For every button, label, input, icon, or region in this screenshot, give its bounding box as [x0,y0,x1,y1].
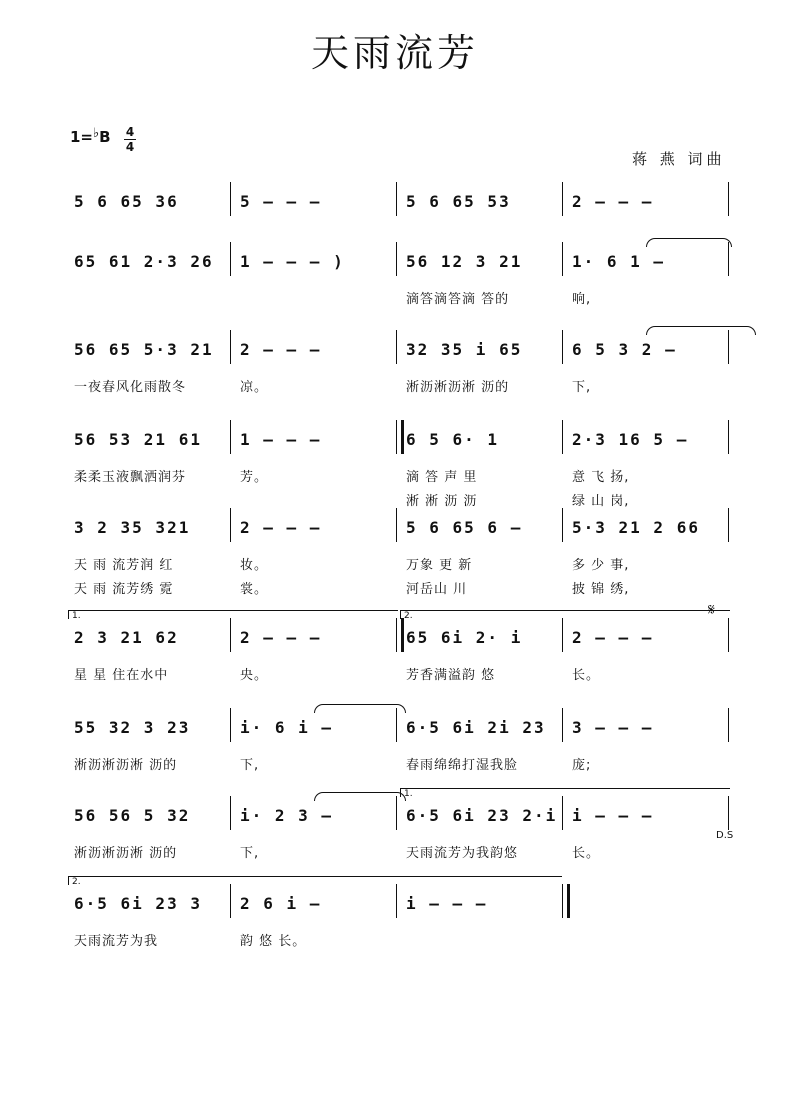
lyric-text: 淅沥淅沥淅 沥的 [74,758,178,773]
song-title: 天雨流芳 [310,31,479,75]
measure: 2 – – – [240,518,322,537]
measure: 56 12 3 21 [406,252,523,271]
measure: 6 5 3 2 – [572,340,677,359]
barline [562,508,563,542]
lyric-text: 长。 [572,846,601,861]
barline [562,708,563,742]
barline [562,330,563,364]
barline [562,884,570,918]
measure: 3 – – – [572,718,654,737]
notes-line [68,518,730,542]
measure: 55 32 3 23 [74,718,191,737]
score-system [68,712,730,792]
composer-credit: 蒋 燕 词曲 [632,150,726,168]
barline [230,508,231,542]
measure: 1· 6 1 – [572,252,666,271]
measure: 6 5 6· 1 [406,430,500,449]
lyric-text: 天雨流芳为我 [74,934,159,949]
lyric-text: 星 星 住在水中 [74,668,169,683]
slur [646,326,756,335]
slur [314,704,406,713]
barline [396,420,404,454]
lyric-text: 滴 答 声 里 [406,470,478,485]
barline [728,330,729,364]
score-system [68,622,730,702]
measure: 3 2 35 321 [74,518,191,537]
measure: i – – – [572,806,654,825]
measure: 56 53 21 61 [74,430,202,449]
lyric-text: 芳香满溢韵 悠 [406,668,496,683]
measure: 5 – – – [240,192,322,211]
notes-line [68,340,730,364]
lyric-text: 凉。 [240,380,269,395]
lyric-text: 天 雨 流芳润 红 [74,558,174,573]
measure: 2 3 21 62 [74,628,179,647]
lyric-text: 淅沥淅沥淅 沥的 [406,380,510,395]
barline [562,242,563,276]
barline [396,508,397,542]
measure: i· 6 i – [240,718,334,737]
notes-line [68,628,730,652]
volta-2-bracket: 2. [400,610,730,619]
barline [230,182,231,216]
lyric-text: 韵 悠 长。 [240,934,307,949]
barline [562,420,563,454]
barline [396,330,397,364]
slur [646,238,732,247]
barline [396,182,397,216]
volta-2-bracket: 2. [68,876,562,885]
barline [396,242,397,276]
barline [230,242,231,276]
measure: 65 6i 2· i [406,628,523,647]
measure: i – – – [406,894,488,913]
key-signature [70,128,111,146]
volta-1-bracket: 1. [400,788,730,797]
barline [562,182,563,216]
measure: 2·3 16 5 – [572,430,689,449]
score-system [68,246,730,326]
measure: 2 6 i – [240,894,322,913]
notes-line [68,894,730,918]
measure: 6·5 6i 23 2·i [406,806,558,825]
score-system [68,334,730,414]
dal-segno-marking: D.S [716,830,734,841]
score-system [68,512,730,597]
barline [728,796,729,830]
measure: i· 2 3 – [240,806,334,825]
barline [728,708,729,742]
time-signature [122,125,138,154]
barline [562,796,563,830]
measure: 2 – – – [572,192,654,211]
lyric-text: 淅 淅 沥 沥 [406,494,478,509]
lyric-text: 万象 更 新 [406,558,473,573]
lyric-text: 多 少 事, [572,558,630,573]
notes-line [68,718,730,742]
lyric-text: 芳。 [240,470,269,485]
notes-line [68,806,730,830]
measure: 5·3 21 2 66 [572,518,700,537]
barline [230,796,231,830]
barline [396,884,397,918]
lyric-text: 裳。 [240,582,269,597]
barline [230,618,231,652]
notes-line [68,252,730,276]
segno-icon: 𝄋 [708,600,715,619]
lyric-text: 天 雨 流芳绣 霓 [74,582,174,597]
lyric-text: 响, [572,292,592,307]
barline [728,618,729,652]
barline [396,708,397,742]
measure: 65 61 2·3 26 [74,252,214,271]
measure: 6·5 6i 2i 23 [406,718,546,737]
slur [314,792,406,801]
lyric-text: 长。 [572,668,601,683]
barline [230,420,231,454]
lyric-text: 淅沥淅沥淅 沥的 [74,846,178,861]
lyric-text: 庞; [572,758,592,773]
barline [230,330,231,364]
lyric-text: 绿 山 岗, [572,494,630,509]
lyric-text: 下, [240,758,260,773]
barline [230,708,231,742]
volta-1-bracket: 1. [68,610,398,619]
lyric-text: 春雨绵绵打湿我脸 [406,758,519,773]
measure: 56 56 5 32 [74,806,191,825]
score-system [68,888,730,968]
measure: 32 35 i 65 [406,340,523,359]
measure: 56 65 5·3 21 [74,340,214,359]
notes-line [68,192,730,216]
measure: 2 – – – [240,628,322,647]
lyric-text: 意 飞 扬, [572,470,630,485]
barline [728,420,729,454]
measure: 2 – – – [240,340,322,359]
barline [728,182,729,216]
barline [562,618,563,652]
lyric-text: 披 锦 绣, [572,582,630,597]
lyric-text: 滴答滴答滴 答的 [406,292,510,307]
measure: 5 6 65 53 [406,192,511,211]
key-prefix: 1= [70,128,94,146]
meter-bottom: 4 [125,140,135,154]
barline [230,884,231,918]
lyric-text: 妆。 [240,558,269,573]
lyric-text: 一夜春风化雨散冬 [74,380,187,395]
measure: 1 – – – [240,430,322,449]
measure: 2 – – – [572,628,654,647]
lyric-text: 河岳山 川 [406,582,468,597]
key-note: B [99,128,111,146]
measure: 1 – – – ) [240,252,345,271]
lyric-text: 下, [240,846,260,861]
lyric-text: 下, [572,380,592,395]
meter-top: 4 [125,125,135,139]
lyric-text: 柔柔玉液飘洒润芬 [74,470,187,485]
notes-line [68,430,730,454]
flat-icon: ♭ [93,126,100,141]
score-system [68,424,730,509]
barline [728,508,729,542]
lyric-text: 央。 [240,668,269,683]
measure: 5 6 65 36 [74,192,179,211]
score-system [68,800,730,880]
measure: 6·5 6i 23 3 [74,894,202,913]
measure: 5 6 65 6 – [406,518,523,537]
barline [396,618,404,652]
barline [396,796,397,830]
lyric-text: 天雨流芳为我韵悠 [406,846,519,861]
barline [728,242,729,276]
